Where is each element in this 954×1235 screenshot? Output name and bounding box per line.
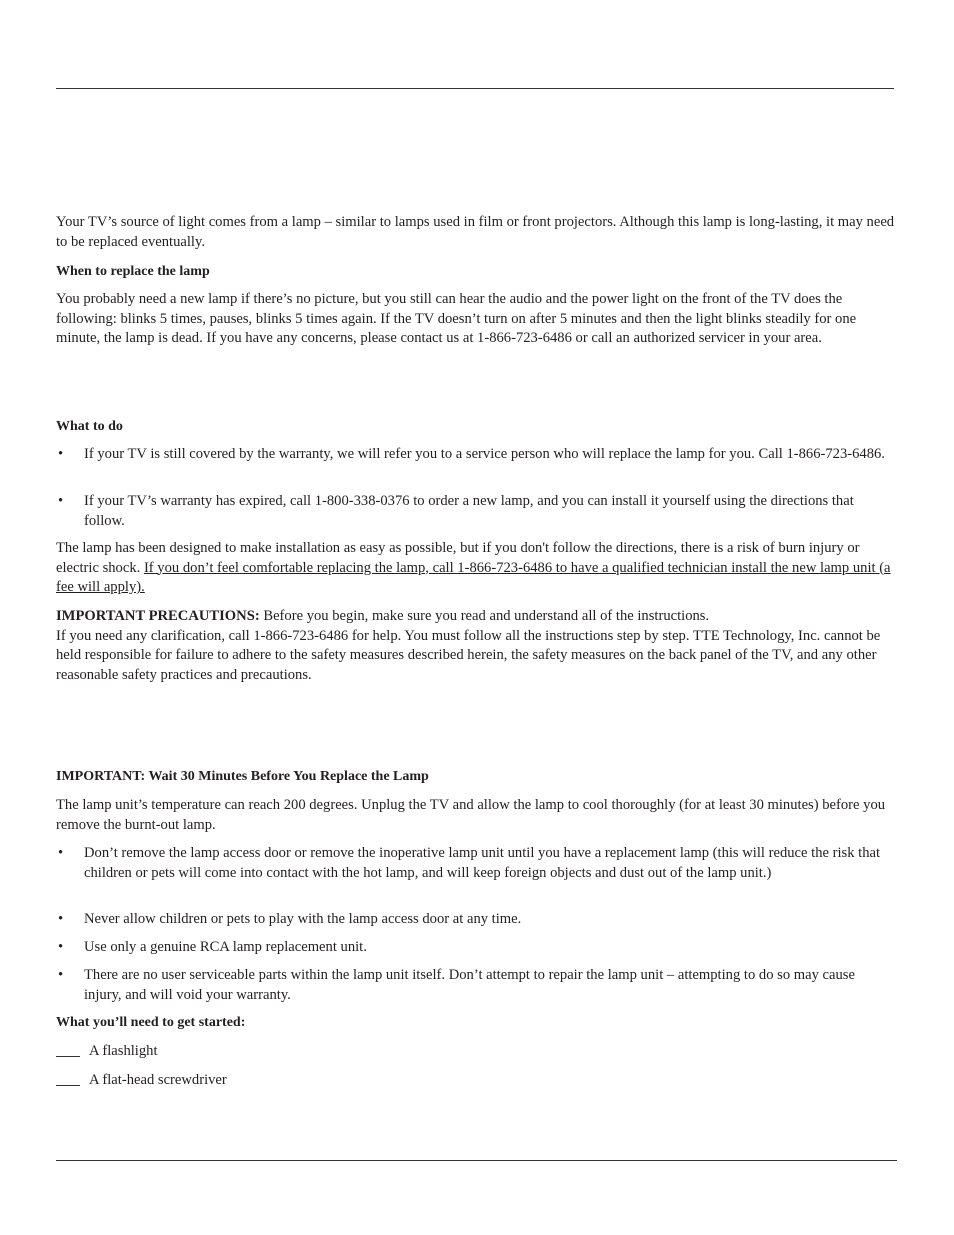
precautions-paragraph xyxy=(56,607,896,685)
list-item xyxy=(56,492,896,531)
intro-paragraph: Your TV’s source of light comes from a lamp – similar to lamps used in film or front projectors. Although this lamp is long-lasting, it may need to be replaced eventually. xyxy=(56,214,895,250)
precautions-rest: If you need any clarification, call 1-866-723-6486 for help. You must follow all the instructions step by step. TTE Technology, Inc. cannot be held responsible for failure to adhere to the safety measures described herein, the safety measures on the back panel of the TV, and any other reasonable safety practices and precautions. xyxy=(56,627,881,683)
list-item-text: There are no user serviceable parts within the lamp unit itself. Don’t attempt to repair the lamp unit – attempting to do so may cause injury, and will void your warranty. xyxy=(84,967,855,1003)
when-paragraph: You probably need a new lamp if there’s no picture, but you still can hear the audio and the power light on the front of the TV does the following: blinks 5 times, pauses, blinks 5 times again. If the TV doesn’t turn on after 5 minutes and then the light blinks steadily for one minute, the lamp is dead. If you have any concerns, please contact us at 1-866-723-6486 or call an authorized servicer in your area. xyxy=(56,291,857,347)
bullet-icon: • xyxy=(58,939,64,955)
checklist-item xyxy=(56,1042,656,1062)
bullet-icon: • xyxy=(58,967,64,983)
install-text: The lamp has been designed to make installation as easy as possible, but if you don't follow the directions, there is a risk of burn injury or electric shock. xyxy=(56,540,860,576)
checklist-blank-line xyxy=(56,1071,80,1086)
list-item xyxy=(56,445,896,465)
list-item xyxy=(56,966,896,1005)
checklist-item-text: A flashlight xyxy=(89,1043,158,1059)
list-item-text: If your TV’s warranty has expired, call 1-800-338-0376 to order a new lamp, and you can install it yourself using the directions that follow. xyxy=(84,493,854,529)
checklist-item xyxy=(56,1071,656,1091)
wait-paragraph: The lamp unit’s temperature can reach 200 degrees. Unplug the TV and allow the lamp to cool thoroughly (for at least 30 minutes) before you remove the burnt-out lamp. xyxy=(56,797,886,833)
precautions-line1: Before you begin, make sure you read and understand all of the instructions. xyxy=(259,608,710,624)
list-item xyxy=(56,844,896,883)
list-item-text: Never allow children or pets to play with the lamp access door at any time. xyxy=(84,911,522,927)
bullet-icon: • xyxy=(58,845,64,861)
list-item-text: Don’t remove the lamp access door or remove the inoperative lamp unit until you have a replacement lamp (this will reduce the risk that children or pets will come into contact with the hot lamp, and will keep foreign objects and dust out of the lamp unit.) xyxy=(84,845,881,881)
wait-heading: IMPORTANT: Wait 30 Minutes Before You Replace the Lamp xyxy=(56,769,429,784)
top-rule xyxy=(56,88,894,89)
install-paragraph xyxy=(56,539,896,598)
bottom-rule xyxy=(56,1160,897,1161)
need-heading: What you’ll need to get started: xyxy=(56,1015,246,1030)
checklist-item-text: A flat-head screwdriver xyxy=(89,1072,227,1088)
install-underlined-text: If you don’t feel comfortable replacing the lamp, call 1-866-723-6486 to have a qualified technician install the new lamp unit (a fee will apply). xyxy=(56,559,891,596)
when-heading: When to replace the lamp xyxy=(56,264,210,279)
checklist-blank-line xyxy=(56,1042,80,1057)
list-item xyxy=(56,910,896,930)
precautions-label: IMPORTANT PRECAUTIONS: xyxy=(56,608,260,624)
what-heading: What to do xyxy=(56,419,123,434)
bullet-icon: • xyxy=(58,446,64,462)
list-item-text: If your TV is still covered by the warranty, we will refer you to a service person who will replace the lamp for you. Call 1-866-723-6486. xyxy=(84,446,885,462)
bullet-icon: • xyxy=(58,911,64,927)
list-item-text: Use only a genuine RCA lamp replacement unit. xyxy=(84,939,367,955)
bullet-icon: • xyxy=(58,493,64,509)
list-item xyxy=(56,938,896,958)
